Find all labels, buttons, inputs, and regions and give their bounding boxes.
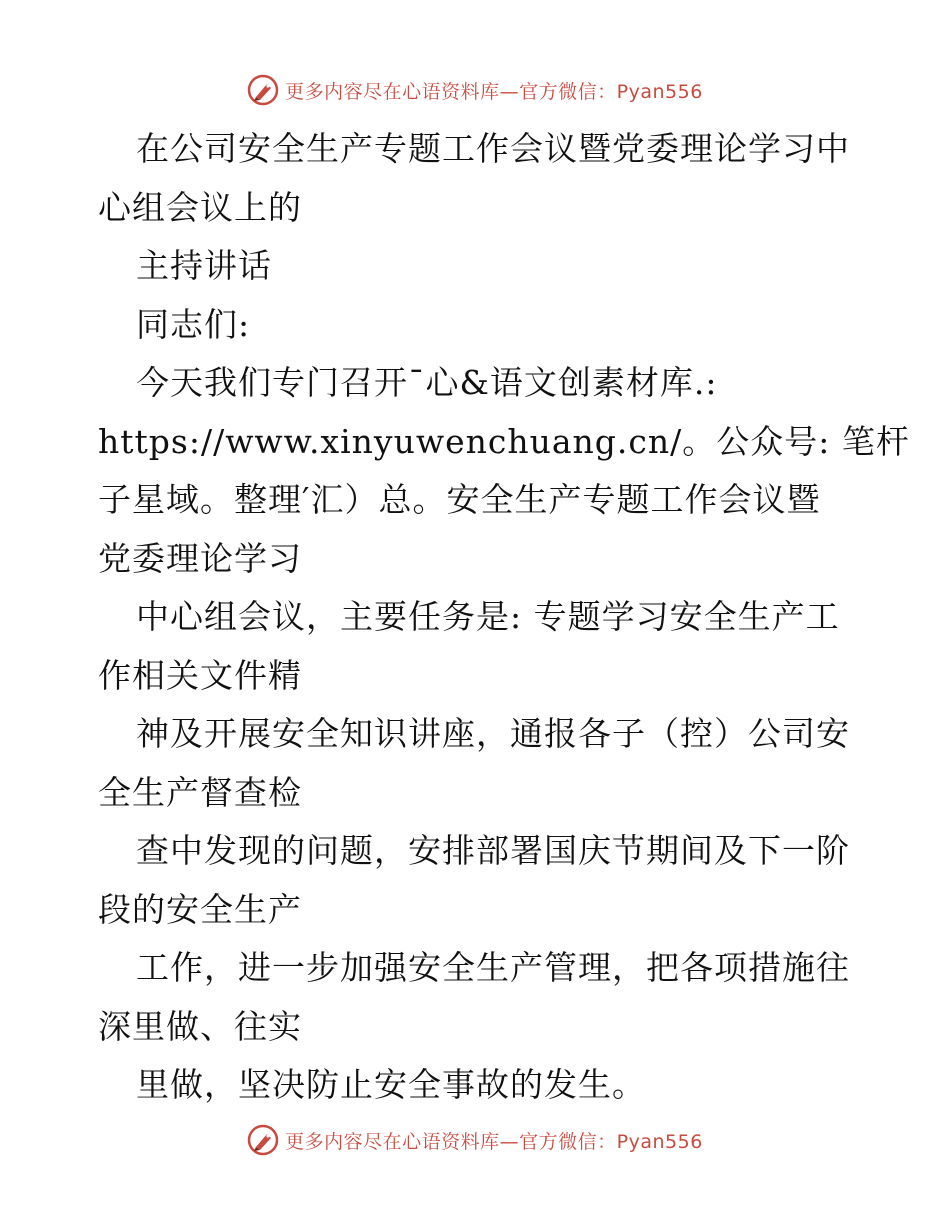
- paragraph-line: 中心组会议，主要任务是: 专题学习安全生产工: [136, 597, 840, 636]
- paragraph-line: 工作，进一步加强安全生产管理，把各项措施往: [136, 948, 850, 987]
- footer-banner: [0, 1120, 950, 1160]
- pen-logo-icon: [247, 74, 279, 106]
- footer-banner-text: 更多内容尽在心语资料库—官方微信：Pyan556: [285, 1130, 703, 1153]
- paragraph-line: 全生产督查检: [98, 772, 302, 812]
- paragraph-line: 今天我们专门召开¯心&语文创素材库.:: [136, 363, 718, 402]
- paragraph-line: https://www.xinyuwenchuang.cn/。公众号: 笔杆: [98, 421, 910, 461]
- paragraph-line: 心组会议上的: [98, 187, 302, 227]
- paragraph-line: 里做，坚决防止安全事故的发生。: [136, 1065, 646, 1104]
- paragraph-line: 主持讲话: [136, 246, 272, 285]
- paragraph-line: 子星域。整理′汇）总。安全生产专题工作会议暨: [98, 480, 821, 519]
- header-banner-text: 更多内容尽在心语资料库—官方微信：Pyan556: [285, 80, 703, 103]
- paragraph-line: 段的安全生产: [98, 889, 302, 929]
- document-body: [98, 120, 910, 1115]
- pen-logo-icon: [247, 1124, 279, 1156]
- header-banner: [0, 70, 950, 110]
- paragraph-line: 在公司安全生产专题工作会议暨党委理论学习中: [136, 129, 850, 168]
- paragraph-line: 作相关文件精: [98, 655, 302, 695]
- paragraph-line: 神及开展安全知识讲座，通报各子（控）公司安: [136, 714, 850, 753]
- paragraph-line: 同志们:: [136, 304, 251, 344]
- paragraph-line: 深里做、往实: [98, 1006, 302, 1046]
- paragraph-line: 查中发现的问题，安排部署国庆节期间及下一阶: [136, 831, 850, 870]
- paragraph-line: 党委理论学习: [98, 538, 302, 578]
